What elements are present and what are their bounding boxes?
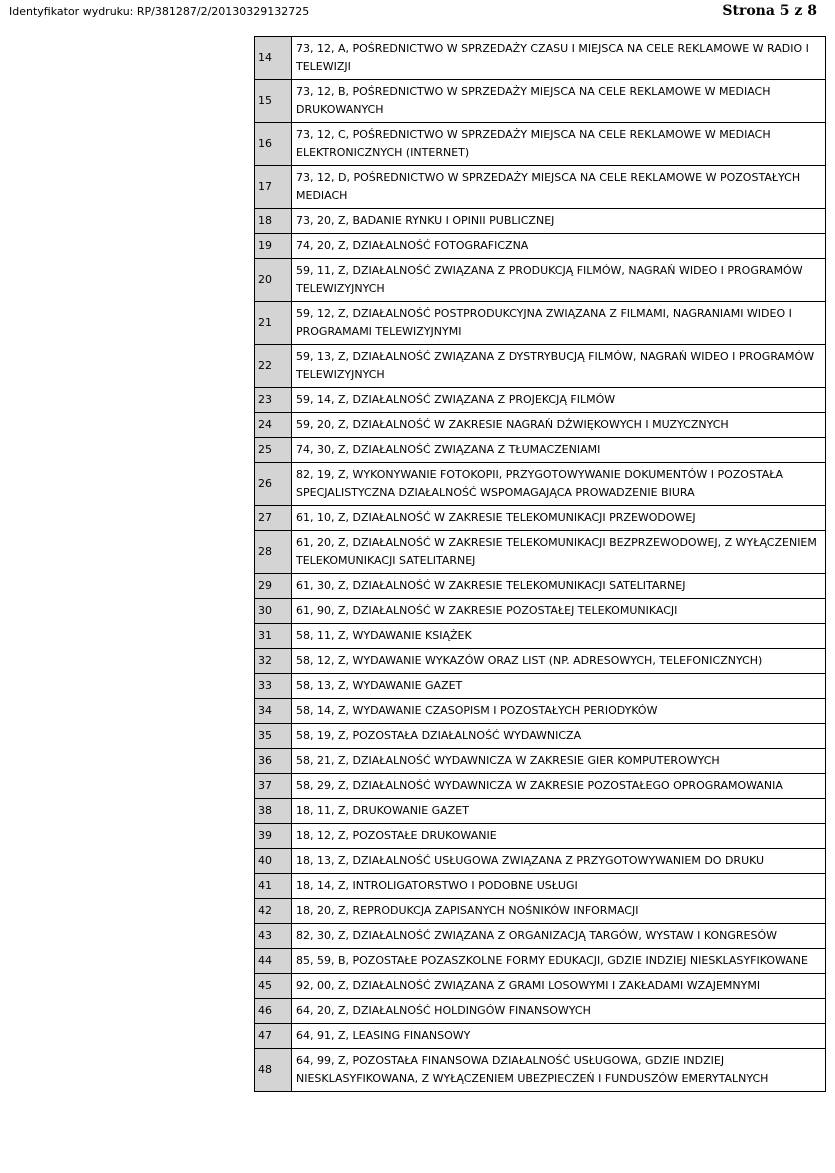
table-row bbox=[255, 388, 826, 413]
row-number: 18 bbox=[255, 209, 292, 234]
table-row bbox=[255, 849, 826, 874]
table-row bbox=[255, 438, 826, 463]
table-row bbox=[255, 599, 826, 624]
activity-description: 61, 20, Z, DZIAŁALNOŚĆ W ZAKRESIE TELEKOMUNIKACJI BEZPRZEWODOWEJ, Z WYŁĄCZENIEM TELEKOMUNIKACJI SATELITARNEJ bbox=[292, 531, 826, 574]
table-row bbox=[255, 799, 826, 824]
row-number: 15 bbox=[255, 80, 292, 123]
row-number: 37 bbox=[255, 774, 292, 799]
table-row bbox=[255, 699, 826, 724]
row-number: 39 bbox=[255, 824, 292, 849]
activity-description: 58, 12, Z, WYDAWANIE WYKAZÓW ORAZ LIST (NP. ADRESOWYCH, TELEFONICZNYCH) bbox=[292, 649, 826, 674]
activity-description: 73, 20, Z, BADANIE RYNKU I OPINII PUBLICZNEJ bbox=[292, 209, 826, 234]
activity-description: 61, 90, Z, DZIAŁALNOŚĆ W ZAKRESIE POZOSTAŁEJ TELEKOMUNIKACJI bbox=[292, 599, 826, 624]
activity-description: 64, 20, Z, DZIAŁALNOŚĆ HOLDINGÓW FINANSOWYCH bbox=[292, 999, 826, 1024]
table-row bbox=[255, 999, 826, 1024]
table-row bbox=[255, 1024, 826, 1049]
row-number: 29 bbox=[255, 574, 292, 599]
table-row bbox=[255, 924, 826, 949]
row-number: 16 bbox=[255, 123, 292, 166]
activity-description: 18, 20, Z, REPRODUKCJA ZAPISANYCH NOŚNIKÓW INFORMACJI bbox=[292, 899, 826, 924]
activity-description: 73, 12, C, POŚREDNICTWO W SPRZEDAŻY MIEJSCA NA CELE REKLAMOWE W MEDIACH ELEKTRONICZNYCH (INTERNET) bbox=[292, 123, 826, 166]
table-row bbox=[255, 774, 826, 799]
activity-description: 74, 30, Z, DZIAŁALNOŚĆ ZWIĄZANA Z TŁUMACZENIAMI bbox=[292, 438, 826, 463]
page-number: Strona 5 z 8 bbox=[722, 3, 817, 19]
activity-description: 92, 00, Z, DZIAŁALNOŚĆ ZWIĄZANA Z GRAMI LOSOWYMI I ZAKŁADAMI WZAJEMNYMI bbox=[292, 974, 826, 999]
activity-description: 18, 14, Z, INTROLIGATORSTWO I PODOBNE USŁUGI bbox=[292, 874, 826, 899]
table-row bbox=[255, 37, 826, 80]
table-row bbox=[255, 531, 826, 574]
print-identifier: Identyfikator wydruku: RP/381287/2/20130329132725 bbox=[9, 5, 310, 18]
row-number: 30 bbox=[255, 599, 292, 624]
activity-description: 58, 29, Z, DZIAŁALNOŚĆ WYDAWNICZA W ZAKRESIE POZOSTAŁEGO OPROGRAMOWANIA bbox=[292, 774, 826, 799]
row-number: 42 bbox=[255, 899, 292, 924]
activity-description: 82, 19, Z, WYKONYWANIE FOTOKOPII, PRZYGOTOWYWANIE DOKUMENTÓW I POZOSTAŁA SPECJALISTYCZNA DZIAŁALNOŚĆ WSPOMAGAJĄCA PROWADZENIE BIURA bbox=[292, 463, 826, 506]
row-number: 32 bbox=[255, 649, 292, 674]
table-row bbox=[255, 724, 826, 749]
row-number: 31 bbox=[255, 624, 292, 649]
activity-description: 64, 91, Z, LEASING FINANSOWY bbox=[292, 1024, 826, 1049]
row-number: 40 bbox=[255, 849, 292, 874]
activity-description: 85, 59, B, POZOSTAŁE POZASZKOLNE FORMY EDUKACJI, GDZIE INDZIEJ NIESKLASYFIKOWANE bbox=[292, 949, 826, 974]
table-row bbox=[255, 80, 826, 123]
table-row bbox=[255, 574, 826, 599]
row-number: 20 bbox=[255, 259, 292, 302]
table-row bbox=[255, 1049, 826, 1092]
row-number: 33 bbox=[255, 674, 292, 699]
table-row bbox=[255, 259, 826, 302]
table-row bbox=[255, 824, 826, 849]
row-number: 27 bbox=[255, 506, 292, 531]
table-row bbox=[255, 345, 826, 388]
row-number: 23 bbox=[255, 388, 292, 413]
activity-description: 18, 11, Z, DRUKOWANIE GAZET bbox=[292, 799, 826, 824]
activity-description: 58, 19, Z, POZOSTAŁA DZIAŁALNOŚĆ WYDAWNICZA bbox=[292, 724, 826, 749]
activity-description: 73, 12, D, POŚREDNICTWO W SPRZEDAŻY MIEJSCA NA CELE REKLAMOWE W POZOSTAŁYCH MEDIACH bbox=[292, 166, 826, 209]
table-row bbox=[255, 302, 826, 345]
activity-description: 58, 21, Z, DZIAŁALNOŚĆ WYDAWNICZA W ZAKRESIE GIER KOMPUTEROWYCH bbox=[292, 749, 826, 774]
row-number: 14 bbox=[255, 37, 292, 80]
row-number: 28 bbox=[255, 531, 292, 574]
activity-description: 59, 14, Z, DZIAŁALNOŚĆ ZWIĄZANA Z PROJEKCJĄ FILMÓW bbox=[292, 388, 826, 413]
activity-description: 61, 30, Z, DZIAŁALNOŚĆ W ZAKRESIE TELEKOMUNIKACJI SATELITARNEJ bbox=[292, 574, 826, 599]
activity-description: 58, 14, Z, WYDAWANIE CZASOPISM I POZOSTAŁYCH PERIODYKÓW bbox=[292, 699, 826, 724]
table-row bbox=[255, 413, 826, 438]
table-row bbox=[255, 463, 826, 506]
row-number: 21 bbox=[255, 302, 292, 345]
row-number: 43 bbox=[255, 924, 292, 949]
activity-description: 74, 20, Z, DZIAŁALNOŚĆ FOTOGRAFICZNA bbox=[292, 234, 826, 259]
activity-description: 61, 10, Z, DZIAŁALNOŚĆ W ZAKRESIE TELEKOMUNIKACJI PRZEWODOWEJ bbox=[292, 506, 826, 531]
activity-description: 59, 11, Z, DZIAŁALNOŚĆ ZWIĄZANA Z PRODUKCJĄ FILMÓW, NAGRAŃ WIDEO I PROGRAMÓW TELEWIZYJNYCH bbox=[292, 259, 826, 302]
activity-description: 18, 13, Z, DZIAŁALNOŚĆ USŁUGOWA ZWIĄZANA Z PRZYGOTOWYWANIEM DO DRUKU bbox=[292, 849, 826, 874]
row-number: 38 bbox=[255, 799, 292, 824]
row-number: 35 bbox=[255, 724, 292, 749]
table-row bbox=[255, 949, 826, 974]
activity-description: 58, 13, Z, WYDAWANIE GAZET bbox=[292, 674, 826, 699]
row-number: 26 bbox=[255, 463, 292, 506]
table-row bbox=[255, 749, 826, 774]
activity-table bbox=[254, 36, 826, 1092]
activity-description: 59, 20, Z, DZIAŁALNOŚĆ W ZAKRESIE NAGRAŃ DŹWIĘKOWYCH I MUZYCZNYCH bbox=[292, 413, 826, 438]
row-number: 19 bbox=[255, 234, 292, 259]
activity-description: 59, 13, Z, DZIAŁALNOŚĆ ZWIĄZANA Z DYSTRYBUCJĄ FILMÓW, NAGRAŃ WIDEO I PROGRAMÓW TELEWIZYJNYCH bbox=[292, 345, 826, 388]
row-number: 22 bbox=[255, 345, 292, 388]
table-row bbox=[255, 209, 826, 234]
table-row bbox=[255, 874, 826, 899]
row-number: 34 bbox=[255, 699, 292, 724]
activity-description: 64, 99, Z, POZOSTAŁA FINANSOWA DZIAŁALNOŚĆ USŁUGOWA, GDZIE INDZIEJ NIESKLASYFIKOWANA, Z WYŁĄCZENIEM UBEZPIECZEŃ I FUNDUSZÓW EMERYTALNYCH bbox=[292, 1049, 826, 1092]
table-row bbox=[255, 649, 826, 674]
row-number: 36 bbox=[255, 749, 292, 774]
row-number: 25 bbox=[255, 438, 292, 463]
row-number: 44 bbox=[255, 949, 292, 974]
row-number: 46 bbox=[255, 999, 292, 1024]
table-row bbox=[255, 624, 826, 649]
table-row bbox=[255, 674, 826, 699]
activity-description: 73, 12, B, POŚREDNICTWO W SPRZEDAŻY MIEJSCA NA CELE REKLAMOWE W MEDIACH DRUKOWANYCH bbox=[292, 80, 826, 123]
row-number: 17 bbox=[255, 166, 292, 209]
activity-description: 82, 30, Z, DZIAŁALNOŚĆ ZWIĄZANA Z ORGANIZACJĄ TARGÓW, WYSTAW I KONGRESÓW bbox=[292, 924, 826, 949]
table-row bbox=[255, 123, 826, 166]
row-number: 41 bbox=[255, 874, 292, 899]
row-number: 45 bbox=[255, 974, 292, 999]
row-number: 24 bbox=[255, 413, 292, 438]
table-row bbox=[255, 234, 826, 259]
activity-description: 73, 12, A, POŚREDNICTWO W SPRZEDAŻY CZASU I MIEJSCA NA CELE REKLAMOWE W RADIO I TELEWIZJI bbox=[292, 37, 826, 80]
table-row bbox=[255, 166, 826, 209]
row-number: 48 bbox=[255, 1049, 292, 1092]
row-number: 47 bbox=[255, 1024, 292, 1049]
activity-description: 58, 11, Z, WYDAWANIE KSIĄŻEK bbox=[292, 624, 826, 649]
table-row bbox=[255, 899, 826, 924]
table-row bbox=[255, 506, 826, 531]
table-row bbox=[255, 974, 826, 999]
activity-description: 18, 12, Z, POZOSTAŁE DRUKOWANIE bbox=[292, 824, 826, 849]
activity-description: 59, 12, Z, DZIAŁALNOŚĆ POSTPRODUKCYJNA ZWIĄZANA Z FILMAMI, NAGRANIAMI WIDEO I PROGRAMAMI TELEWIZYJNYMI bbox=[292, 302, 826, 345]
